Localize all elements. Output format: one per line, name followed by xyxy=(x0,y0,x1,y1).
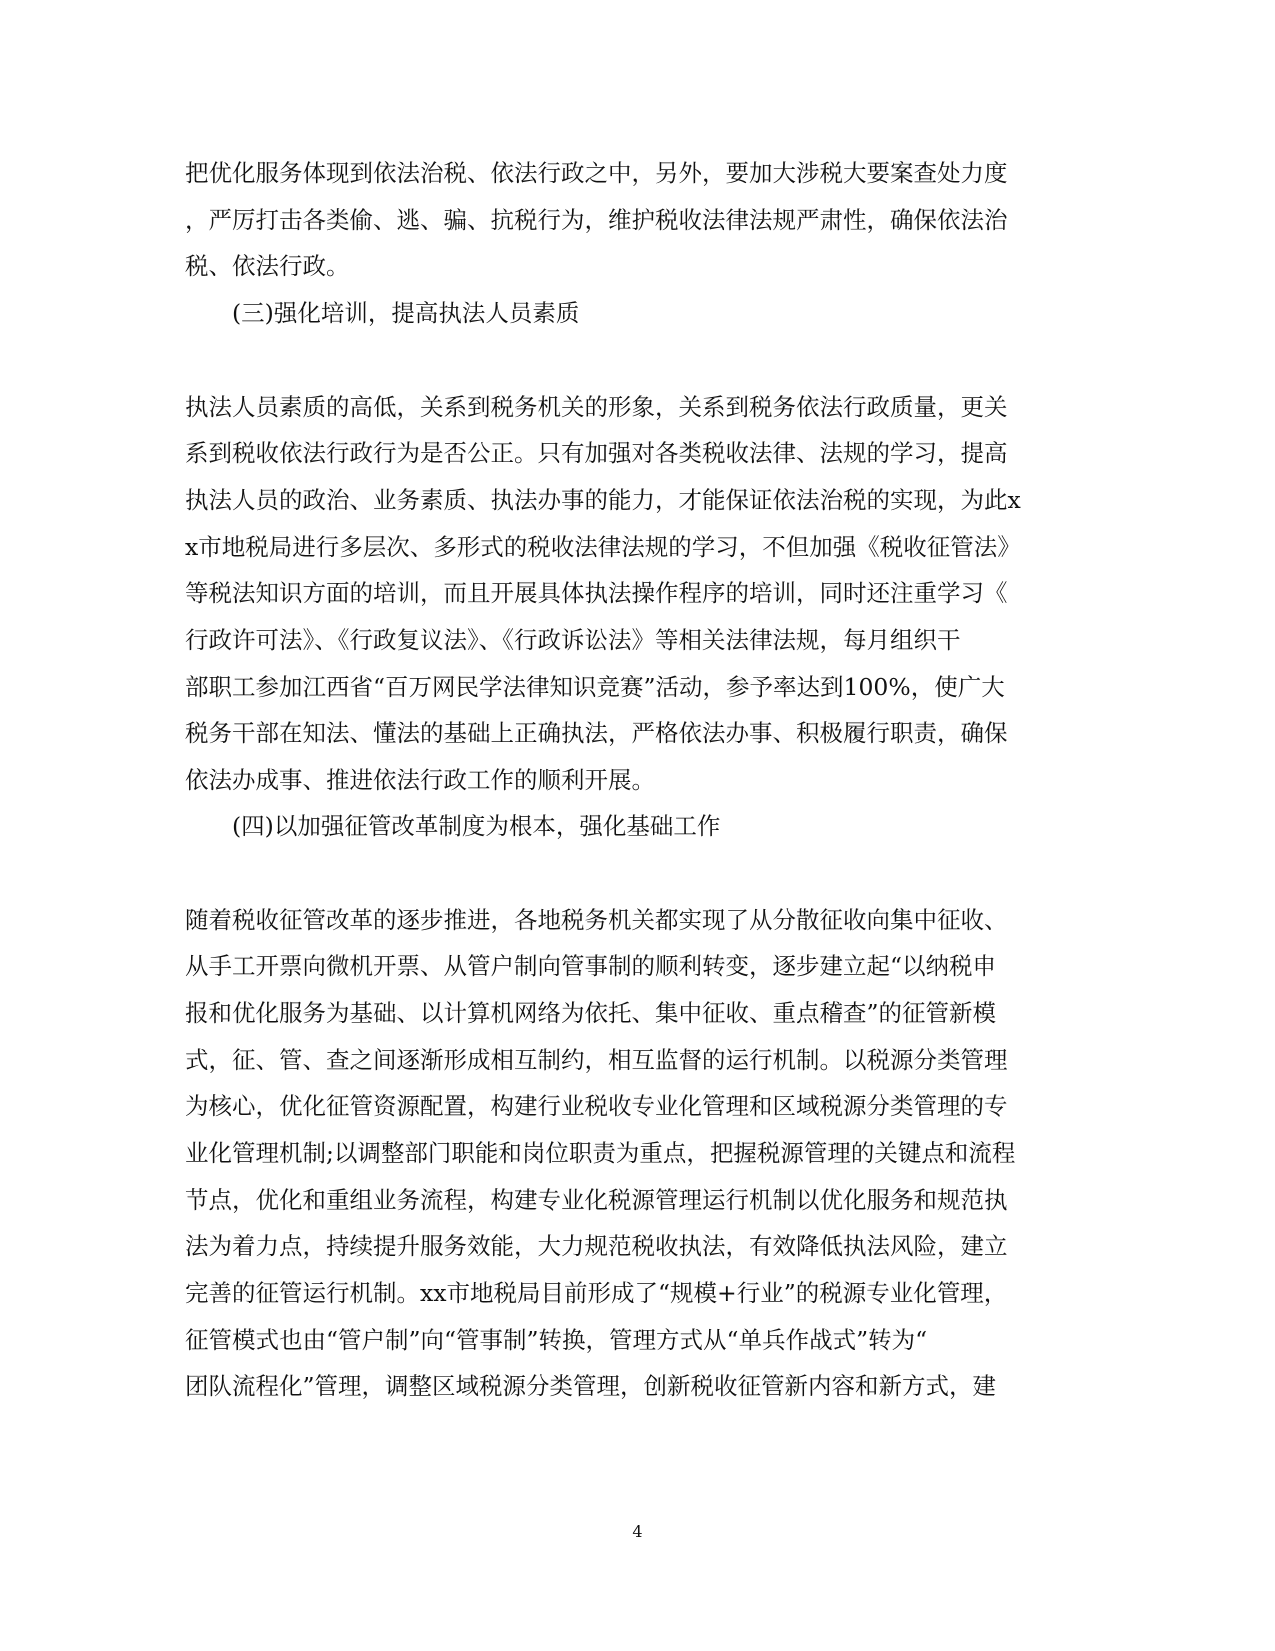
text-line: 团队流程化”管理，调整区域税源分类管理，创新税收征管新内容和新方式，建 xyxy=(185,1372,997,1400)
text-line: 征管模式也由“管户制”向“管事制”转换，管理方式从“单兵作战式”转为“ xyxy=(185,1326,928,1354)
text-line: 节点，优化和重组业务流程，构建专业化税源管理运行机制以优化服务和规范执 xyxy=(185,1186,1008,1214)
page-number: 4 xyxy=(632,1522,643,1541)
text-line: 报和优化服务为基础、以计算机网络为依托、集中征收、重点稽查”的征管新模 xyxy=(185,999,997,1027)
text-line: 从手工开票向微机开票、从管户制向管事制的顺利转变，逐步建立起“以纳税申 xyxy=(185,952,997,980)
text-line: 系到税收依法行政行为是否公正。只有加强对各类税收法律、法规的学习，提高 xyxy=(185,439,1008,467)
text-line: 完善的征管运行机制。xx市地税局目前形成了“规模+行业”的税源专业化管理， xyxy=(185,1279,1008,1307)
text-line: 执法人员素质的高低，关系到税务机关的形象，关系到税务依法行政质量，更关 xyxy=(185,393,1008,421)
text-line: 式，征、管、查之间逐渐形成相互制约，相互监督的运行机制。以税源分类管理 xyxy=(185,1046,1008,1074)
text-line: 法为着力点，持续提升服务效能，大力规范税收执法，有效降低执法风险，建立 xyxy=(185,1232,1008,1260)
text-line: 业化管理机制;以调整部门职能和岗位职责为重点，把握税源管理的关键点和流程 xyxy=(185,1139,1016,1167)
text-line: 税、依法行政。 xyxy=(185,252,350,280)
text-line: x市地税局进行多层次、多形式的税收法律法规的学习，不但加强《税收征管法》 xyxy=(185,533,1021,561)
section-heading: (四)以加强征管改革制度为根本，强化基础工作 xyxy=(232,812,721,840)
text-line: 执法人员的政治、业务素质、执法办事的能力，才能保证依法治税的实现，为此x xyxy=(185,486,1021,514)
text-line: 部职工参加江西省“百万网民学法律知识竞赛”活动，参予率达到100%，使广大 xyxy=(185,673,1005,701)
text-line: 等税法知识方面的培训，而且开展具体执法操作程序的培训，同时还注重学习《 xyxy=(185,579,1008,607)
text-line: 依法办成事、推进依法行政工作的顺利开展。 xyxy=(185,766,655,794)
text-line: 为核心，优化征管资源配置，构建行业税收专业化管理和区域税源分类管理的专 xyxy=(185,1092,1008,1120)
section-heading: (三)强化培训，提高执法人员素质 xyxy=(232,299,580,327)
text-line: 行政许可法》、《行政复议法》、《行政诉讼法》等相关法律法规，每月组织干 xyxy=(185,626,961,654)
text-line: 税务干部在知法、懂法的基础上正确执法，严格依法办事、积极履行职责，确保 xyxy=(185,719,1008,747)
text-line: 随着税收征管改革的逐步推进，各地税务机关都实现了从分散征收向集中征收、 xyxy=(185,906,1008,934)
text-line: ，严厉打击各类偷、逃、骗、抗税行为，维护税收法律法规严肃性，确保依法治 xyxy=(185,206,1008,234)
text-line: 把优化服务体现到依法治税、依法行政之中，另外，要加大涉税大要案查处力度 xyxy=(185,159,1008,187)
